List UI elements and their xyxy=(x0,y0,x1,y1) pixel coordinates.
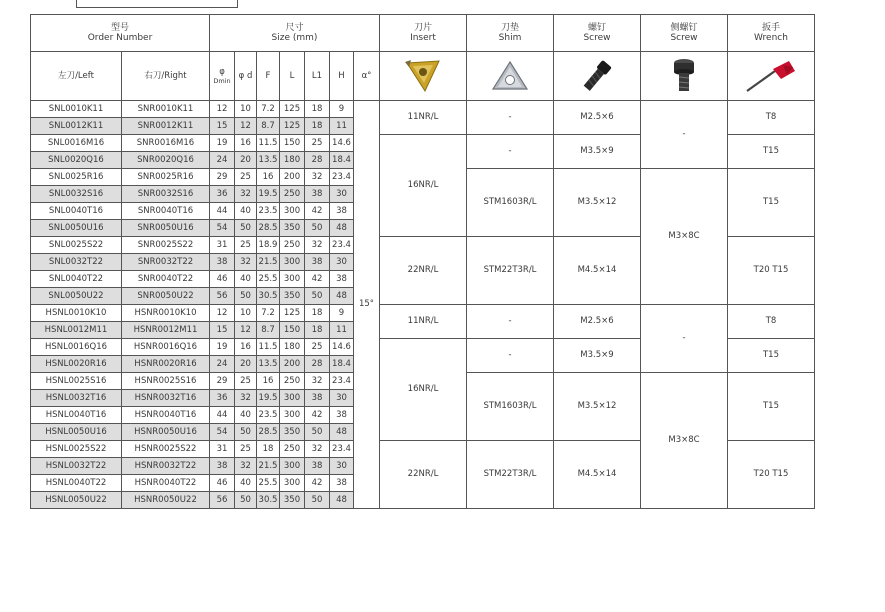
cell-f: 13.5 xyxy=(257,152,280,169)
cell-dmin: 44 xyxy=(210,203,235,220)
side-screw-cn: 侧螺钉 xyxy=(670,22,698,33)
cell-dmin: 46 xyxy=(210,271,235,288)
cell-l1: 50 xyxy=(305,288,330,305)
cell-l: 350 xyxy=(280,220,305,237)
cell-h: 23.4 xyxy=(330,441,354,458)
screw-icon xyxy=(554,52,641,101)
cell-h: 23.4 xyxy=(330,237,354,254)
cell-dmin: 54 xyxy=(210,424,235,441)
cell-l1: 32 xyxy=(305,373,330,390)
screw-cell: M2.5×6 xyxy=(554,305,641,339)
side-cell: M3×8C xyxy=(641,169,728,305)
cell-left-code: SNL0032S16 xyxy=(31,186,122,203)
screw-cell: M3.5×9 xyxy=(554,339,641,373)
cell-left-code: HSNL0050U22 xyxy=(31,492,122,509)
cell-l1: 50 xyxy=(305,492,330,509)
cell-phi-d: 50 xyxy=(235,424,257,441)
cell-f: 21.5 xyxy=(257,458,280,475)
cell-l1: 32 xyxy=(305,237,330,254)
cell-phi-d: 10 xyxy=(235,305,257,322)
alpha-col-header: α° xyxy=(354,52,380,101)
cell-l: 150 xyxy=(280,322,305,339)
insert-cell: 22NR/L xyxy=(380,441,467,509)
cell-left-code: HSNL0016Q16 xyxy=(31,339,122,356)
cell-dmin: 36 xyxy=(210,186,235,203)
cell-left-code: SNL0012K11 xyxy=(31,118,122,135)
wrench-cell: T8 xyxy=(728,305,815,339)
cell-left-code: HSNL0040T16 xyxy=(31,407,122,424)
cell-l: 300 xyxy=(280,475,305,492)
cell-f: 28.5 xyxy=(257,220,280,237)
side-screw-en: Screw xyxy=(670,33,698,43)
wrench-cell: T20 T15 xyxy=(728,237,815,305)
size-en: Size (mm) xyxy=(271,33,318,43)
cell-h: 9 xyxy=(330,101,354,118)
cell-f: 30.5 xyxy=(257,492,280,509)
cell-left-code: SNL0020Q16 xyxy=(31,152,122,169)
cell-l: 125 xyxy=(280,118,305,135)
wrench-cn: 扳手 xyxy=(761,22,780,33)
shim-header xyxy=(467,15,554,52)
cell-right-code: SNR0010K11 xyxy=(122,101,210,118)
cell-phi-d: 25 xyxy=(235,441,257,458)
cell-right-code: HSNR0032T16 xyxy=(122,390,210,407)
tool-spec-table xyxy=(30,14,815,509)
cell-l: 200 xyxy=(280,169,305,186)
cell-h: 38 xyxy=(330,475,354,492)
cell-l: 250 xyxy=(280,186,305,203)
side-cell: - xyxy=(641,305,728,373)
shim-cell: - xyxy=(467,339,554,373)
screw-cell: M3.5×9 xyxy=(554,135,641,169)
cell-f: 13.5 xyxy=(257,356,280,373)
cell-f: 19.5 xyxy=(257,390,280,407)
cell-right-code: SNR0012K11 xyxy=(122,118,210,135)
cell-dmin: 44 xyxy=(210,407,235,424)
cell-phi-d: 25 xyxy=(235,237,257,254)
table-row xyxy=(31,305,815,322)
cell-right-code: SNR0050U22 xyxy=(122,288,210,305)
cell-phi-d: 32 xyxy=(235,254,257,271)
cell-l: 300 xyxy=(280,254,305,271)
cell-right-code: SNR0025S22 xyxy=(122,237,210,254)
side-cell: M3×8C xyxy=(641,373,728,509)
cell-dmin: 54 xyxy=(210,220,235,237)
cell-phi-d: 40 xyxy=(235,203,257,220)
insert-cell: 16NR/L xyxy=(380,135,467,237)
cell-phi-d: 40 xyxy=(235,271,257,288)
cell-l: 250 xyxy=(280,441,305,458)
cell-l1: 38 xyxy=(305,186,330,203)
cell-l1: 32 xyxy=(305,169,330,186)
cell-h: 48 xyxy=(330,288,354,305)
wrench-icon xyxy=(728,52,815,101)
cell-h: 11 xyxy=(330,118,354,135)
cell-phi-d: 50 xyxy=(235,288,257,305)
table-row xyxy=(31,101,815,118)
cell-l: 350 xyxy=(280,288,305,305)
wrench-cell: T8 xyxy=(728,101,815,135)
cell-dmin: 36 xyxy=(210,390,235,407)
cell-l: 125 xyxy=(280,101,305,118)
cell-l1: 42 xyxy=(305,203,330,220)
cell-h: 11 xyxy=(330,322,354,339)
side-screw-icon xyxy=(641,52,728,101)
cell-f: 18 xyxy=(257,441,280,458)
cell-dmin: 46 xyxy=(210,475,235,492)
cell-left-code: HSNL0040T22 xyxy=(31,475,122,492)
cell-l1: 18 xyxy=(305,101,330,118)
cell-left-code: HSNL0032T22 xyxy=(31,458,122,475)
cell-dmin: 56 xyxy=(210,492,235,509)
cell-f: 11.5 xyxy=(257,135,280,152)
cell-phi-d: 20 xyxy=(235,152,257,169)
cell-dmin: 15 xyxy=(210,118,235,135)
cell-phi-d: 32 xyxy=(235,390,257,407)
f-col-header: F xyxy=(257,52,280,101)
cell-dmin: 31 xyxy=(210,237,235,254)
cell-h: 14.6 xyxy=(330,339,354,356)
cell-left-code: SNL0025R16 xyxy=(31,169,122,186)
cell-h: 48 xyxy=(330,220,354,237)
screw-en: Screw xyxy=(583,33,611,43)
cell-left-code: HSNL0010K10 xyxy=(31,305,122,322)
alpha-value: 15° xyxy=(354,101,380,509)
cell-h: 48 xyxy=(330,492,354,509)
cell-right-code: SNR0040T16 xyxy=(122,203,210,220)
screw-cell: M4.5×14 xyxy=(554,441,641,509)
cell-left-code: SNL0040T16 xyxy=(31,203,122,220)
cell-dmin: 12 xyxy=(210,305,235,322)
cell-phi-d: 10 xyxy=(235,101,257,118)
cell-left-code: SNL0050U16 xyxy=(31,220,122,237)
cell-right-code: HSNR0040T22 xyxy=(122,475,210,492)
cell-phi-d: 12 xyxy=(235,118,257,135)
cell-f: 30.5 xyxy=(257,288,280,305)
screw-cell: M4.5×14 xyxy=(554,237,641,305)
cell-l: 350 xyxy=(280,492,305,509)
cell-f: 8.7 xyxy=(257,118,280,135)
order-number-header xyxy=(31,15,210,52)
phi-d-col-header: φ d xyxy=(235,52,257,101)
cell-h: 38 xyxy=(330,271,354,288)
cell-l1: 50 xyxy=(305,220,330,237)
cell-h: 30 xyxy=(330,390,354,407)
screw-cn: 螺钉 xyxy=(587,22,606,33)
screw-cell: M2.5×6 xyxy=(554,101,641,135)
insert-header xyxy=(380,15,467,52)
cell-phi-d: 40 xyxy=(235,475,257,492)
cell-right-code: HSNR0025S22 xyxy=(122,441,210,458)
wrench-cell: T15 xyxy=(728,373,815,441)
cell-phi-d: 25 xyxy=(235,169,257,186)
cell-right-code: HSNR0032T22 xyxy=(122,458,210,475)
cell-left-code: HSNL0012M11 xyxy=(31,322,122,339)
right-col-header: 右刀/Right xyxy=(122,52,210,101)
cell-h: 38 xyxy=(330,203,354,220)
cell-dmin: 56 xyxy=(210,288,235,305)
cell-h: 18.4 xyxy=(330,356,354,373)
cell-l: 300 xyxy=(280,390,305,407)
size-cn: 尺寸 xyxy=(285,22,304,33)
cell-f: 23.5 xyxy=(257,407,280,424)
insert-cell: 22NR/L xyxy=(380,237,467,305)
insert-cell: 11NR/L xyxy=(380,305,467,339)
cell-phi-d: 50 xyxy=(235,220,257,237)
cell-l1: 18 xyxy=(305,322,330,339)
shim-cell: - xyxy=(467,135,554,169)
cell-h: 30 xyxy=(330,186,354,203)
cell-h: 30 xyxy=(330,458,354,475)
dmin-col-header xyxy=(210,52,235,101)
cell-dmin: 19 xyxy=(210,339,235,356)
wrench-cell: T20 T15 xyxy=(728,441,815,509)
shim-en: Shim xyxy=(498,33,522,43)
cell-l: 350 xyxy=(280,424,305,441)
cell-left-code: SNL0010K11 xyxy=(31,101,122,118)
screw-header xyxy=(554,15,641,52)
cell-l1: 42 xyxy=(305,407,330,424)
cell-phi-d: 12 xyxy=(235,322,257,339)
cell-dmin: 38 xyxy=(210,458,235,475)
cell-f: 11.5 xyxy=(257,339,280,356)
cell-l1: 38 xyxy=(305,390,330,407)
shim-cell: - xyxy=(467,101,554,135)
cell-l: 300 xyxy=(280,458,305,475)
cell-h: 23.4 xyxy=(330,169,354,186)
wrench-cell: T15 xyxy=(728,339,815,373)
cell-f: 19.5 xyxy=(257,186,280,203)
cell-l: 125 xyxy=(280,305,305,322)
cell-phi-d: 20 xyxy=(235,356,257,373)
cell-left-code: SNL0025S22 xyxy=(31,237,122,254)
order-number-en: Order Number xyxy=(87,33,153,43)
shim-cell: STM22T3R/L xyxy=(467,237,554,305)
cell-l: 200 xyxy=(280,356,305,373)
cell-phi-d: 32 xyxy=(235,458,257,475)
cell-phi-d: 16 xyxy=(235,135,257,152)
cell-dmin: 31 xyxy=(210,441,235,458)
cell-l: 250 xyxy=(280,373,305,390)
cell-left-code: HSNL0025S16 xyxy=(31,373,122,390)
size-header xyxy=(210,15,380,52)
cell-l: 180 xyxy=(280,152,305,169)
shim-cell: STM1603R/L xyxy=(467,373,554,441)
left-col-header: 左刀/Left xyxy=(31,52,122,101)
cell-h: 23.4 xyxy=(330,373,354,390)
cell-h: 30 xyxy=(330,254,354,271)
cell-left-code: HSNL0020R16 xyxy=(31,356,122,373)
cell-f: 25.5 xyxy=(257,475,280,492)
cell-phi-d: 32 xyxy=(235,186,257,203)
cell-phi-d: 25 xyxy=(235,373,257,390)
cell-right-code: SNR0032T22 xyxy=(122,254,210,271)
cell-right-code: HSNR0010K10 xyxy=(122,305,210,322)
dmin-label: Dmin xyxy=(213,76,231,85)
cell-dmin: 19 xyxy=(210,135,235,152)
cell-f: 28.5 xyxy=(257,424,280,441)
cell-left-code: HSNL0032T16 xyxy=(31,390,122,407)
cell-right-code: HSNR0020R16 xyxy=(122,356,210,373)
cell-f: 21.5 xyxy=(257,254,280,271)
cell-phi-d: 16 xyxy=(235,339,257,356)
cell-f: 16 xyxy=(257,169,280,186)
screw-cell: M3.5×12 xyxy=(554,169,641,237)
cell-f: 7.2 xyxy=(257,305,280,322)
insert-cell: 11NR/L xyxy=(380,101,467,135)
cell-l1: 32 xyxy=(305,441,330,458)
cell-dmin: 29 xyxy=(210,169,235,186)
side-cell: - xyxy=(641,101,728,169)
cell-dmin: 15 xyxy=(210,322,235,339)
cell-left-code: SNL0040T22 xyxy=(31,271,122,288)
cell-l1: 25 xyxy=(305,135,330,152)
cell-l1: 28 xyxy=(305,152,330,169)
cell-dmin: 24 xyxy=(210,356,235,373)
side-screw-header xyxy=(641,15,728,52)
insert-cn: 刀片 xyxy=(413,22,432,33)
cell-dmin: 12 xyxy=(210,101,235,118)
h-col-header: H xyxy=(330,52,354,101)
cell-phi-d: 40 xyxy=(235,407,257,424)
cell-dmin: 29 xyxy=(210,373,235,390)
cell-h: 18.4 xyxy=(330,152,354,169)
wrench-en: Wrench xyxy=(754,33,788,43)
cell-f: 16 xyxy=(257,373,280,390)
dmin-phi: φ xyxy=(219,66,225,77)
cell-l: 150 xyxy=(280,135,305,152)
cell-l1: 25 xyxy=(305,339,330,356)
cell-l: 300 xyxy=(280,203,305,220)
cell-l1: 42 xyxy=(305,475,330,492)
cell-phi-d: 50 xyxy=(235,492,257,509)
table-body xyxy=(31,101,815,509)
cell-right-code: HSNR0016Q16 xyxy=(122,339,210,356)
tool-spec-table-wrapper xyxy=(30,14,815,509)
l-col-header: L xyxy=(280,52,305,101)
cell-right-code: HSNR0040T16 xyxy=(122,407,210,424)
cell-left-code: SNL0050U22 xyxy=(31,288,122,305)
cell-f: 8.7 xyxy=(257,322,280,339)
cell-f: 18.9 xyxy=(257,237,280,254)
shim-cell: STM1603R/L xyxy=(467,169,554,237)
cell-h: 48 xyxy=(330,424,354,441)
cell-f: 7.2 xyxy=(257,101,280,118)
cell-h: 38 xyxy=(330,407,354,424)
cell-left-code: HSNL0050U16 xyxy=(31,424,122,441)
cell-right-code: SNR0032S16 xyxy=(122,186,210,203)
cell-l1: 18 xyxy=(305,118,330,135)
shim-icon xyxy=(467,52,554,101)
cell-f: 25.5 xyxy=(257,271,280,288)
cell-right-code: HSNR0025S16 xyxy=(122,373,210,390)
cell-right-code: SNR0025R16 xyxy=(122,169,210,186)
wrench-header xyxy=(728,15,815,52)
cell-h: 14.6 xyxy=(330,135,354,152)
shim-cell: - xyxy=(467,305,554,339)
cell-l: 180 xyxy=(280,339,305,356)
cell-h: 9 xyxy=(330,305,354,322)
cell-l: 300 xyxy=(280,407,305,424)
top-frame xyxy=(76,0,238,8)
cell-l1: 50 xyxy=(305,424,330,441)
wrench-cell: T15 xyxy=(728,135,815,169)
cell-l1: 28 xyxy=(305,356,330,373)
cell-l1: 18 xyxy=(305,305,330,322)
cell-f: 23.5 xyxy=(257,203,280,220)
cell-l: 250 xyxy=(280,237,305,254)
cell-l: 300 xyxy=(280,271,305,288)
cell-left-code: SNL0032T22 xyxy=(31,254,122,271)
shim-cell: STM22T3R/L xyxy=(467,441,554,509)
cell-right-code: HSNR0050U22 xyxy=(122,492,210,509)
cell-right-code: SNR0016M16 xyxy=(122,135,210,152)
wrench-cell: T15 xyxy=(728,169,815,237)
cell-dmin: 24 xyxy=(210,152,235,169)
cell-l1: 42 xyxy=(305,271,330,288)
insert-en: Insert xyxy=(410,33,436,43)
cell-l1: 38 xyxy=(305,458,330,475)
order-number-cn: 型号 xyxy=(110,22,129,33)
insert-cell: 16NR/L xyxy=(380,339,467,441)
cell-right-code: SNR0040T22 xyxy=(122,271,210,288)
screw-cell: M3.5×12 xyxy=(554,373,641,441)
insert-icon xyxy=(380,52,467,101)
cell-left-code: HSNL0025S22 xyxy=(31,441,122,458)
shim-cn: 刀垫 xyxy=(500,22,519,33)
cell-right-code: HSNR0012M11 xyxy=(122,322,210,339)
l1-col-header: L1 xyxy=(305,52,330,101)
cell-l1: 38 xyxy=(305,254,330,271)
cell-right-code: HSNR0050U16 xyxy=(122,424,210,441)
cell-right-code: SNR0050U16 xyxy=(122,220,210,237)
cell-dmin: 38 xyxy=(210,254,235,271)
cell-left-code: SNL0016M16 xyxy=(31,135,122,152)
cell-right-code: SNR0020Q16 xyxy=(122,152,210,169)
